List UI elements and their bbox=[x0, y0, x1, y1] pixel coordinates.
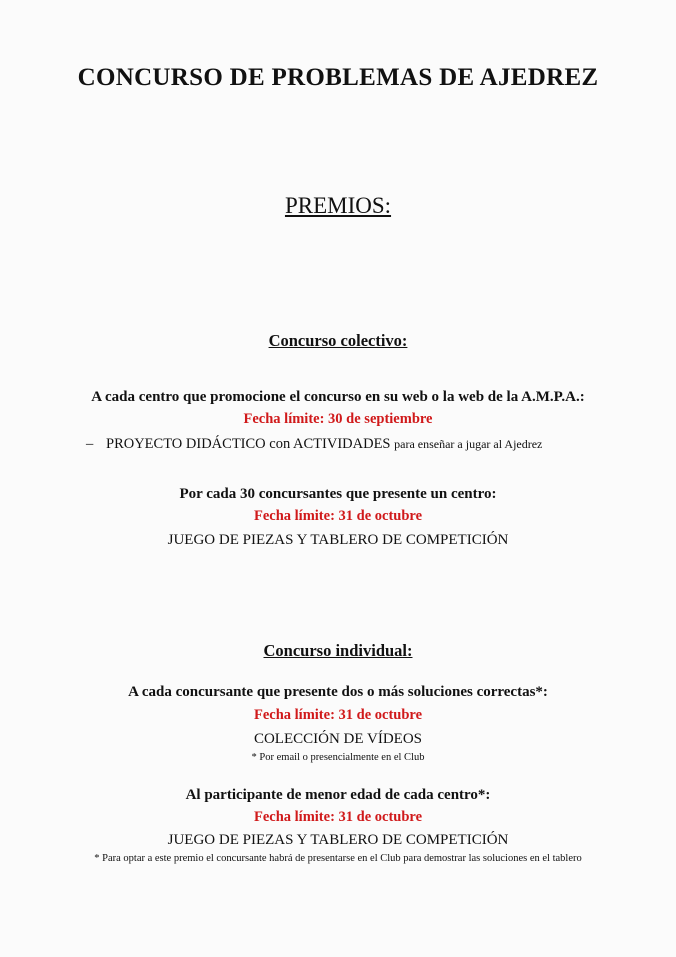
individual-deadline-2: Fecha límite: 31 de octubre bbox=[253, 809, 423, 825]
collective-prize-1-tail: para enseñar a jugar al Ajedrez bbox=[394, 437, 543, 451]
individual-note-1: * Por email o presencialmente en el Club bbox=[251, 752, 425, 763]
collective-deadline-2: Fecha límite: 31 de octubre bbox=[253, 508, 423, 524]
individual-prize-2: JUEGO DE PIEZAS Y TABLERO DE COMPETICIÓN bbox=[167, 832, 509, 848]
bullet-dash: – bbox=[86, 436, 94, 452]
collective-prize-1 bbox=[86, 436, 542, 453]
individual-note-2: * Para optar a este premio el concursante habrá de presentarse en el Club para demostrar las soluciones en el tablero bbox=[94, 853, 582, 864]
collective-condition-1: A cada centro que promocione el concurso en su web o la web de la A.M.P.A.: bbox=[91, 389, 585, 405]
collective-contest-heading: Concurso colectivo: bbox=[268, 331, 408, 350]
collective-deadline-1: Fecha límite: 30 de septiembre bbox=[243, 411, 433, 427]
individual-condition-2: Al participante de menor edad de cada centro*: bbox=[185, 787, 491, 803]
individual-contest-heading: Concurso individual: bbox=[263, 641, 413, 660]
document-title: CONCURSO DE PROBLEMAS DE AJEDREZ bbox=[77, 64, 599, 91]
collective-prize-1-main: PROYECTO DIDÁCTICO con ACTIVIDADES bbox=[106, 436, 391, 452]
individual-prize-1: COLECCIÓN DE VÍDEOS bbox=[253, 731, 423, 747]
collective-condition-2: Por cada 30 concursantes que presente un centro: bbox=[179, 486, 497, 502]
individual-condition-1: A cada concursante que presente dos o más soluciones correctas*: bbox=[128, 684, 548, 700]
collective-prize-2: JUEGO DE PIEZAS Y TABLERO DE COMPETICIÓN bbox=[167, 532, 509, 548]
individual-deadline-1: Fecha límite: 31 de octubre bbox=[253, 707, 423, 723]
prizes-heading: PREMIOS: bbox=[284, 193, 392, 218]
